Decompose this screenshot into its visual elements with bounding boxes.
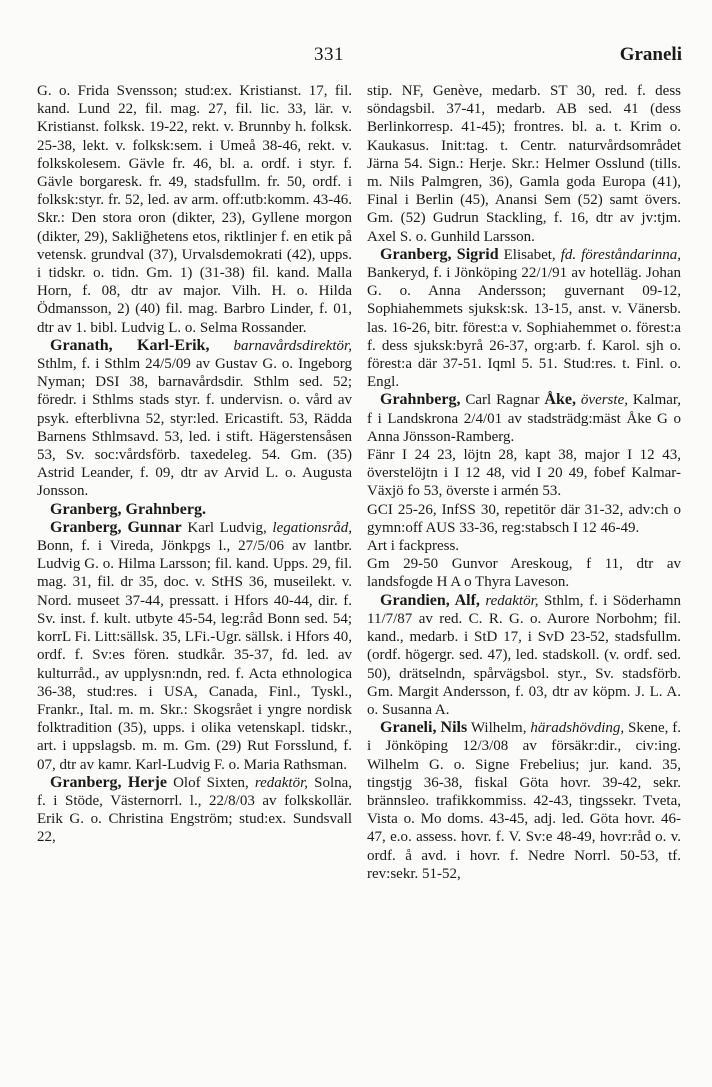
occupation: överste, xyxy=(580,392,628,409)
entry-graneli: Graneli, Nils Wilhelm, häradshövding, Skene, f. i Jönköping 12/3/08 av försäkr:dir., civ:ing. Wilhelm G. o. Signe Frebelius; jur. kand. 35, tingstjg 36-38, fiskal Göta hovr. 39-42, sekr. brännsleo. trafikkommiss. 42-43, tingssekr. Tveta, Vista o. Mo doms. 43-45, adj. led. Göta hovr. 46-47, e.o. assess. hovr. f. V. Sv:e 48-49, hovr:råd o. v. ordf. å avd. i hovr. f. Nedre Norrl. 50-53, tf. rev:sekr. 51-52, xyxy=(367,719,682,882)
entry-grahnberg: Grahnberg, Carl Ragnar Åke, överste, Kalmar, f i Landskrona 2/4/01 av stadsträdg:mäst Åke G o Anna Jönsson-Ramberg. xyxy=(367,391,682,445)
headword: Granberg, Sigrid xyxy=(380,245,499,263)
entry-line: Gm 29-50 Gunvor Areskoug, f 11, dtr av landsfogde H A o Thyra Laveson. xyxy=(367,556,681,591)
occupation: häradshövding, xyxy=(530,720,625,737)
entry-granath: Granath, Karl-Erik, barnavårdsdirektör, Sthlm, f. i Sthlm 24/5/09 av Gustav G. o. Ingeborg Nyman; DSI 38, barnavårdsdir. Sthlm sed. 52; föredr. i Sthlms stads styr. f. undervisn. o. vård av psyk. efterblivna 52, styr:led. Ericastift. 53, Rädda Barnens Sthlmsavd. 53, led. i stift. Hägerstensåsen 53, Sv. soc:vårdsförb. taxedeleg. 54. Gm. (35) Astrid Leander, f. 09, dtr av Arvid L. o. Augusta Jonsson. xyxy=(37,336,352,500)
entry-granberg-herje: Granberg, Herje Olof Sixten, redaktör, Solna, f. i Stöde, Västernorrl. l., 22/8/03 av folkskollär. Erik G. o. Christina Engström; stud:ex. Sundsvall 22, xyxy=(37,773,353,846)
headword-suffix: Åke, xyxy=(544,391,576,409)
headword: Granberg, Gunnar xyxy=(50,518,182,536)
occupation: redaktör, xyxy=(485,592,539,609)
entry-grandien: Grandien, Alf, redaktör, Sthlm, f. i Söderhamn 11/7/87 av red. C. R. G. o. Aurore Norbohm; fil. kand., medarb. i StD 17, i SvD 23-52, stadsfullm. (ordf. högergr. sed. 47), led. stadskoll. (v. ordf. sed. 50), drätselndn, spårvägsbol. styr., Sv. stadsförb. Gm. Margit Andersson, f. 03, dtr av köpm. J. L. A. o. Susanna A. xyxy=(367,591,682,718)
headword: Granath, Karl-Erik, xyxy=(50,336,210,354)
headword: Grandien, Alf, xyxy=(380,591,480,609)
page-number: 331 xyxy=(314,44,344,65)
left-column xyxy=(37,82,352,847)
occupation: legationsråd, xyxy=(272,519,352,536)
headword: Grahnberg, xyxy=(380,391,461,409)
entry-line: Fänr I 24 23, löjtn 28, kapt 38, major I 12 43, överstelöjtn i I 12 48, vid I 20 49, fobef Kalmar-Växjö fo 53, överste i armén 53. xyxy=(367,447,681,500)
entry-line: Art i fackpress. xyxy=(367,538,460,555)
entry-line: GCI 25-26, InfSS 30, repetitör där 31-32, adv:ch o gymn:off AUS 33-36, reg:stabsch I 12 46-49. xyxy=(367,501,681,536)
running-head: Graneli xyxy=(619,44,682,65)
occupation: barnavårdsdirektör, xyxy=(233,337,352,354)
entry-granberg-sigrid: Granberg, Sigrid Elisabet, fd. föreståndarinna, Bankeryd, f. i Jönköping 22/1/91 av hotelläg. Johan G. o. Anna Andersson; guvernant 09-12, Sophiahemmets sjuksk:sk. 13-15, anst. v. Vänersb. las. 16-26, bitr. förest:a v. Sophiahemmet o. förest:a f. dess sjuksk:byrå 26-37, org:arb. f. Karol. sjh o. förest:a där 37-51. Iqml 5. 51. Stud:res. t. Finl. o. Engl. xyxy=(367,245,681,391)
entry-granberg-xref xyxy=(37,501,352,519)
headword: Granberg, Grahnberg. xyxy=(50,500,206,518)
occupation: fd. föreståndarinna, xyxy=(560,246,681,263)
occupation: redaktör, xyxy=(254,774,309,791)
entry-granberg-gunnar: Granberg, Gunnar Karl Ludvig, legationsråd, Bonn, f. i Vireda, Jönkpgs l., 27/5/06 av lantbr. Ludvig G. o. Hilma Larsson; fil. kand. Upps. 29, fil. mag. 31, fil. dr 35, doc. v. StHS 36, museilekt. v. Nord. museet 37-44, pressatt. i Hfors 40-44, dir. f. Sv. inst. f. kult. utbyte 45-54, leg:råd Bonn sed. 54; korrL Fi. Litt:sällsk. 35, LFi.-Ugr. sällsk. i Hfors 40, ordf. f. Sv:es fören. studkår. 35-37, fd. led. av kulturråd., av upplysn:ndn, red. f. Acta ethnologica 36-38, stud:res. i USA, Canada, Finl., Tyskl., Frankr., Ital. m. m. Skr.: Skogsrået i yngre nordisk folktradition (35), upps. i olika vetenskapl. tidskr., art. i uppslagsb. m. m. Gm. (29) Rut Forsslund, f. 07, dtr av kamr. Karl-Ludvig F. o. Maria Rathsman. xyxy=(37,518,352,773)
entry-continuation: stip. NF, Genève, medarb. ST 30, red. f. dess söndagsbil. 37-41, medarb. AB sed. 41 (dess Berlinkorresp. 41-45); frontres. bl. a. t. Krim o. Kaukasus. Init:tag. t. Centr. naturvårdsområdet Järna 54. Sign.: Herje. Skr.: Helmer Osslund (tills. m. Nils Palmgren, 36), Gamla goda Europa (41), Final i Berlin (45), Anansi Sem (52) samt övers. Gm. (52) Gudrun Stackling, f. 16, dtr av jv:tjm. Axel S. o. Gunhild Larsson. xyxy=(367,83,681,245)
headword: Graneli, Nils xyxy=(380,719,468,737)
headword: Granberg, Herje xyxy=(50,773,167,791)
right-column xyxy=(367,82,681,883)
entry-continuation: G. o. Frida Svensson; stud:ex. Kristianst. 17, fil. kand. Lund 22, fil. mag. 27, fil. lic. 33, lär. v. Kristianst. folksk. 19-22, rekt. v. Brunnby h. folksk. 25-38, lekt. v. folksk:sem. i Umeå 38-46, rekt. v. folkskolesem. Gävle fr. 46, bl. a. ordf. i styr. f. Gävle borgaresk. fr. 49, stadsfullm. fr. 50, ordf. i folksk:styr. fr. 52, led. av arm. off:utb:komm. 43-46. Skr.: Den stora oron (dikter, 23), Gyllene morgon (dikter, 29), Sakliğhetens etos, riktlinjer f. en etik på vetensk. grundval (37), Urvalsdemokrati (42), upps. i tidskr. o. tidn. Gm. 1) (31-38) fil. kand. Malla Horn, f. 08, dtr av major. Vilh. H. o. Hilda Ödmansson, 2) (40) fil. mag. Barbro Linder, f. 01, dtr av 1. bibl. Ludvig L. o. Selma Rossander. xyxy=(37,83,352,336)
